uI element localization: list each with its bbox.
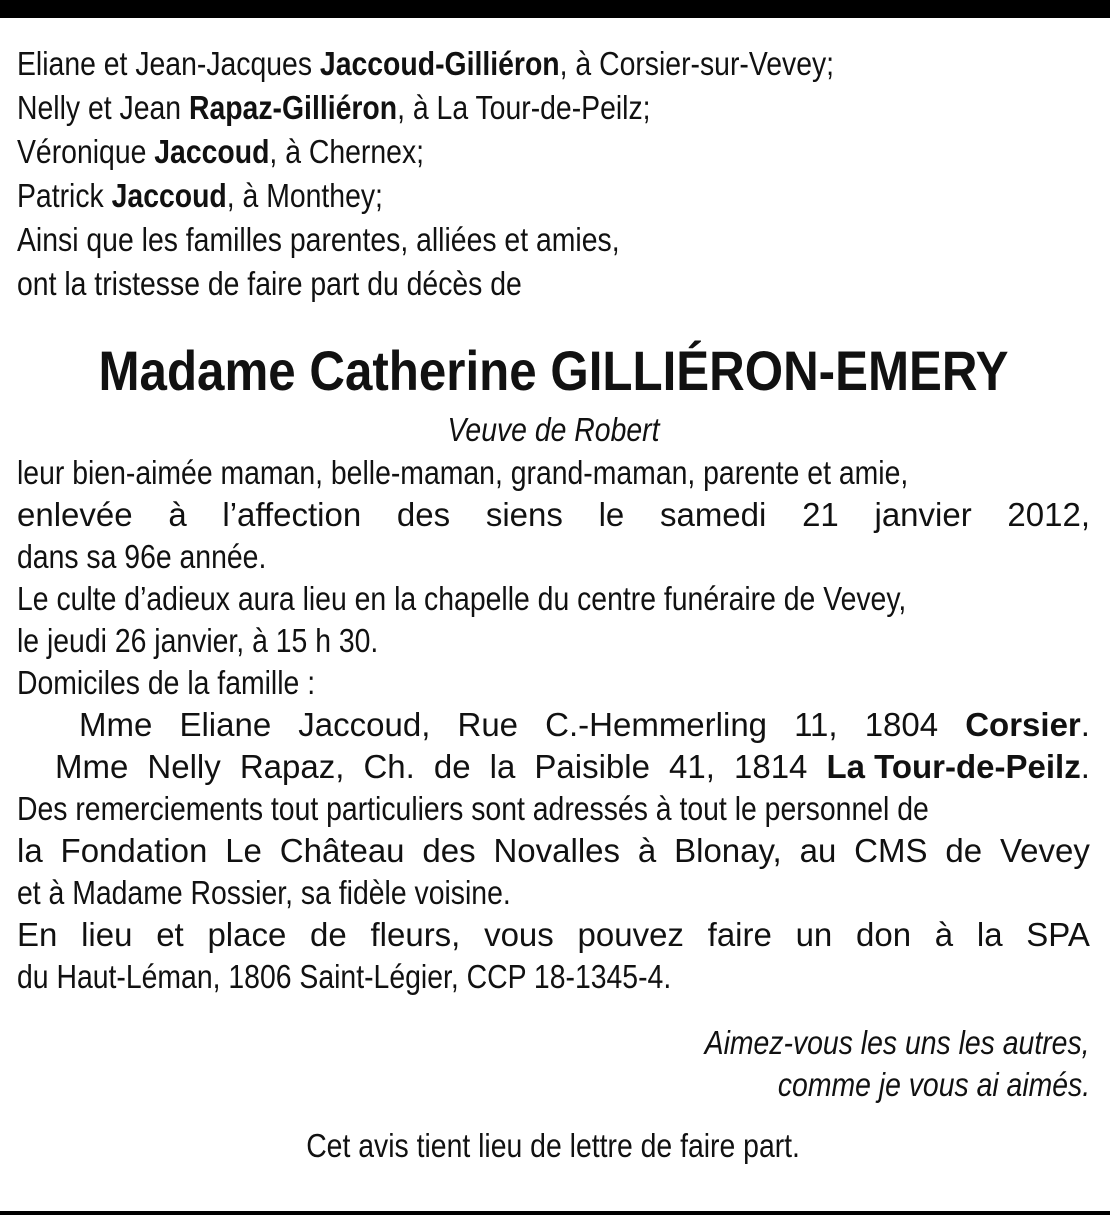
family-text: Patrick — [17, 177, 112, 214]
word: Blonay, — [674, 832, 782, 869]
body-line-3: dans sa 96e année. — [17, 538, 267, 575]
deceased-name: Madame Catherine GILLIÉRON-EMERY — [98, 339, 1009, 402]
word: siens — [485, 496, 563, 533]
obituary-notice — [17, 42, 1090, 1168]
word: Mme — [79, 706, 153, 743]
word: l’affection — [222, 496, 362, 533]
body-line-1: leur bien-aimée maman, belle-maman, grand-maman, parente et amie, — [17, 454, 909, 491]
family-place: , à Monthey; — [226, 177, 383, 214]
word: pouvez — [577, 916, 684, 953]
body-line-4: Le culte d’adieux aura lieu en la chapelle du centre funéraire de Vevey, — [17, 580, 907, 617]
word: Rapaz, — [239, 748, 345, 785]
word: à — [168, 496, 187, 533]
family-place: , à La Tour-de-Peilz; — [397, 89, 651, 126]
word: Ch. — [363, 748, 415, 785]
closing-line — [17, 1124, 1090, 1168]
thanks-line-3: et à Madame Rossier, sa fidèle voisine. — [17, 874, 511, 911]
motto-line-1 — [17, 1022, 1090, 1064]
word: fleurs, — [370, 916, 461, 953]
flowers-line-1 — [17, 914, 1090, 956]
word: un — [795, 916, 833, 953]
word: CMS — [854, 832, 928, 869]
word: faire — [707, 916, 772, 953]
word: janvier — [874, 496, 972, 533]
intro-line-1: Ainsi que les familles parentes, alliées et amies, — [17, 221, 620, 258]
family-surname: Jaccoud-Gilliéron — [319, 45, 560, 82]
word: Vevey — [999, 832, 1090, 869]
word: Mme — [55, 748, 129, 785]
family-text: Véronique — [17, 133, 155, 170]
word: 11, — [794, 706, 838, 743]
family-line-2 — [17, 86, 940, 130]
flowers-line-2: du Haut-Léman, 1806 Saint-Légier, CCP 18-1345-4. — [17, 958, 672, 995]
word: des — [396, 496, 451, 533]
word: lieu — [81, 916, 133, 953]
body-line-2 — [17, 494, 1090, 536]
word: 41, — [669, 748, 715, 785]
word: le — [598, 496, 625, 533]
word: Jaccoud, — [298, 706, 431, 743]
word: Le — [225, 832, 262, 869]
word: 2012, — [1007, 496, 1090, 533]
top-rule — [0, 0, 1110, 18]
deceased-subtitle: Veuve de Robert — [447, 411, 660, 448]
word: au — [799, 832, 837, 869]
word: samedi — [659, 496, 767, 533]
motto — [17, 1022, 1090, 1106]
notice-body — [17, 452, 1090, 998]
family-place: , à Corsier-sur-Vevey; — [559, 45, 835, 82]
word: de — [310, 916, 347, 953]
family-surname: Jaccoud — [111, 177, 227, 214]
word: Rue — [457, 706, 519, 743]
family-text: Eliane et Jean-Jacques — [17, 45, 320, 82]
word: Fondation — [60, 832, 208, 869]
family-line-1 — [17, 42, 940, 86]
family-surname: Rapaz-Gilliéron — [188, 89, 398, 126]
family-place: , à Chernex; — [269, 133, 425, 170]
city-name: La Tour-de-Peilz. — [826, 748, 1090, 785]
word: En — [17, 916, 58, 953]
motto-text-1: Aimez-vous les uns les autres, — [705, 1024, 1090, 1061]
family-surname: Jaccoud — [154, 133, 270, 170]
word: 21 — [802, 496, 839, 533]
word: à — [934, 916, 954, 953]
word: don — [856, 916, 912, 953]
word: la — [17, 832, 43, 869]
word: 1804 — [864, 706, 939, 743]
word: place — [207, 916, 287, 953]
word: la — [976, 916, 1003, 953]
closing-text: Cet avis tient lieu de lettre de faire part. — [306, 1127, 801, 1164]
word: Château — [279, 832, 405, 869]
body-line-6: Domiciles de la famille : — [17, 664, 316, 701]
family-line-4 — [17, 174, 940, 218]
city-name: Corsier. — [965, 706, 1090, 743]
motto-text-2: comme je vous ai aimés. — [777, 1066, 1090, 1103]
thanks-line-2 — [17, 830, 1090, 872]
word: la — [489, 748, 516, 785]
thanks-line-1: Des remerciements tout particuliers sont adressés à tout le personnel de — [17, 790, 929, 827]
intro-line-2: ont la tristesse de faire part du décès de — [17, 265, 522, 302]
word: et — [156, 916, 184, 953]
body-line-5: le jeudi 26 janvier, à 15 h 30. — [17, 622, 379, 659]
word: enlevée — [17, 496, 133, 533]
word: à — [637, 832, 657, 869]
address-line-1 — [17, 704, 1090, 746]
family-text: Nelly et Jean — [17, 89, 189, 126]
word: de — [433, 748, 471, 785]
word: Novalles — [493, 832, 621, 869]
word: 1814 — [733, 748, 808, 785]
word: Nelly — [147, 748, 221, 785]
family-line-3 — [17, 130, 940, 174]
word: C.-Hemmerling — [545, 706, 768, 743]
word: vous — [484, 916, 554, 953]
word: de — [945, 832, 983, 869]
word: Eliane — [179, 706, 272, 743]
address-line-2 — [17, 746, 1090, 788]
motto-line-2 — [17, 1064, 1090, 1106]
bottom-rule — [0, 1211, 1110, 1215]
word: SPA — [1026, 916, 1090, 953]
word: Paisible — [534, 748, 650, 785]
word: des — [422, 832, 476, 869]
